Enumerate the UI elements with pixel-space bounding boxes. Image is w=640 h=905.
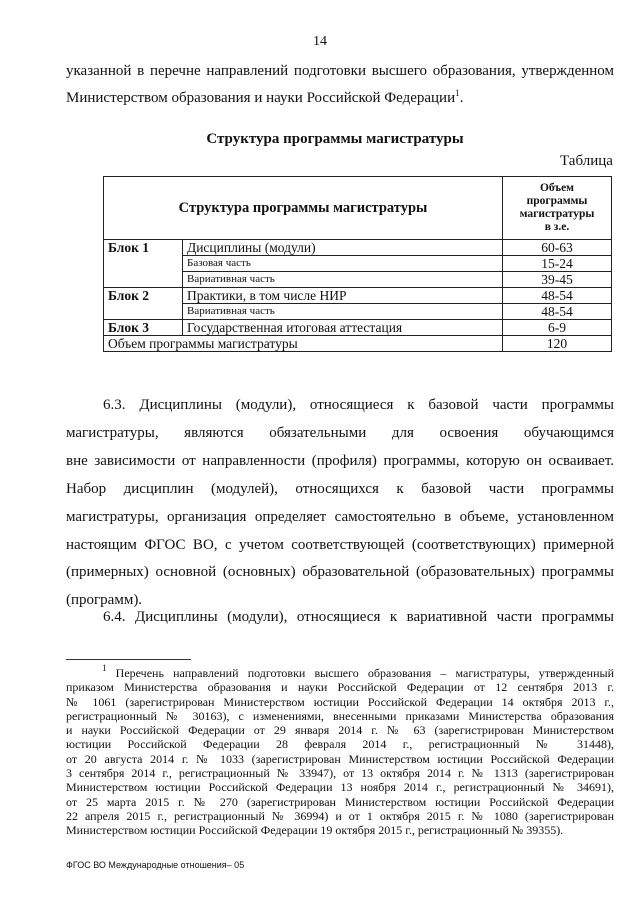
program-structure-table (103, 176, 612, 352)
header-volume (503, 177, 612, 240)
intro-text: Министерством образования и науки Российской Федерации (66, 90, 456, 106)
total-label: Объем программы магистратуры (104, 336, 503, 352)
row-label: Дисциплины (модули) (183, 240, 503, 256)
row-label: Государственная итоговая аттестация (183, 320, 503, 336)
paragraph-line: вне зависимости от направленности (профиля) программы, которую он осваивает. (66, 453, 614, 469)
footnote-divider (66, 659, 191, 660)
row-value: 15-24 (503, 256, 612, 272)
footnote-line: 3 сентября 2014 г., регистрационный № 33947), от 13 октября 2014 г. № 1313 (зарегистрирован (66, 766, 614, 781)
footnote-line: Министерством юстиции Российской Федерации 13 ноября 2014 г., регистрационный № 34691), (66, 780, 614, 795)
table-row (104, 288, 612, 304)
footnote-line: регистрационный № 30163), с изменениями, внесенными приказами Министерства образования (66, 708, 614, 723)
row-label: Вариативная часть (183, 272, 503, 288)
table-header-row (104, 177, 612, 240)
table-row (104, 320, 612, 336)
block-name: Блок 3 (104, 320, 183, 336)
header-volume-line: программы (526, 195, 588, 207)
footnote-line: Министерством юстиции Российской Федерации 19 октября 2015 г., регистрационный № 39355). (66, 823, 564, 838)
paragraph-line: магистратуры, организация определяет самостоятельно в объеме, установленном (66, 509, 614, 525)
header-volume-line: в з.е. (544, 221, 570, 233)
intro-line-1: указанной в перечне направлений подготовки высшего образования, утвержденном (66, 63, 614, 79)
footnote-line (66, 663, 614, 680)
page-number: 14 (313, 34, 327, 49)
intro-line-2 (66, 89, 463, 107)
header-structure: Структура программы магистратуры (104, 177, 503, 240)
footnote-line: от 25 марта 2015 г. № 270 (зарегистрирован Министерством юстиции Российской Федерации (66, 794, 614, 809)
paragraph-line: 6.3. Дисциплины (модули), относящиеся к базовой части программы (103, 397, 614, 413)
row-value: 48-54 (503, 288, 612, 304)
footnote-line: 22 апреля 2015 г., регистрационный № 36994) и от 1 октября 2015 г. № 1080 (зарегистрирован (66, 808, 614, 823)
footnote-line: юстиции Российской Федерации 28 февраля 2014 г., регистрационный № 31448), (66, 737, 614, 752)
paragraph-line: магистратуры, являются обязательными для освоения обучающимся (66, 425, 614, 441)
table-title: Структура программы магистратуры (206, 131, 464, 147)
table-caption: Таблица (560, 153, 613, 169)
block-name: Блок 1 (104, 240, 183, 288)
total-value: 120 (503, 336, 612, 352)
header-volume-line: магистратуры (519, 208, 595, 220)
paragraph-line: (примерных) основной (основных) образовательной (образовательных) программы (66, 564, 614, 580)
footnote-line: и науки Российской Федерации от 29 января 2014 г. № 63 (зарегистрирован Министерством (66, 723, 614, 738)
footnote-text: Перечень направлений подготовки высшего образования – магистратуры, утвержденный (106, 666, 614, 680)
row-label: Практики, в том числе НИР (183, 288, 503, 304)
footnote-line: от 20 августа 2014 г. № 1033 (зарегистрирован Министерством юстиции Российской Федерации (66, 751, 614, 766)
table-total-row (104, 336, 612, 352)
intro-period: . (459, 90, 464, 106)
row-value: 6-9 (503, 320, 612, 336)
row-value: 60-63 (503, 240, 612, 256)
footnote-ref: 1 (455, 88, 460, 98)
paragraph-line: 6.4. Дисциплины (модули), относящиеся к вариативной части программы (103, 609, 614, 625)
paragraph-line: (программ). (66, 592, 143, 608)
row-label: Вариативная часть (183, 304, 503, 320)
paragraph-line: настоящим ФГОС ВО, с учетом соответствующей (соответствующих) примерной (66, 537, 614, 553)
footnote-mark: 1 (102, 663, 107, 673)
footnote (66, 663, 614, 838)
row-label: Базовая часть (183, 256, 503, 272)
footnote-line: приказом Министерства образования и науки Российской Федерации от 12 сентября 2013 г. (66, 680, 614, 695)
header-volume-line: Объем (539, 182, 575, 194)
block-name: Блок 2 (104, 288, 183, 320)
table-row (104, 240, 612, 256)
paragraph-line: Набор дисциплин (модулей), относящихся к базовой части программы (66, 481, 614, 497)
page-footer: ФГОС ВО Международные отношения– 05 (66, 860, 245, 870)
row-value: 39-45 (503, 272, 612, 288)
row-value: 48-54 (503, 304, 612, 320)
footnote-line: № 1061 (зарегистрирован Министерством юстиции Российской Федерации 14 октября 2013 г., (66, 694, 614, 709)
